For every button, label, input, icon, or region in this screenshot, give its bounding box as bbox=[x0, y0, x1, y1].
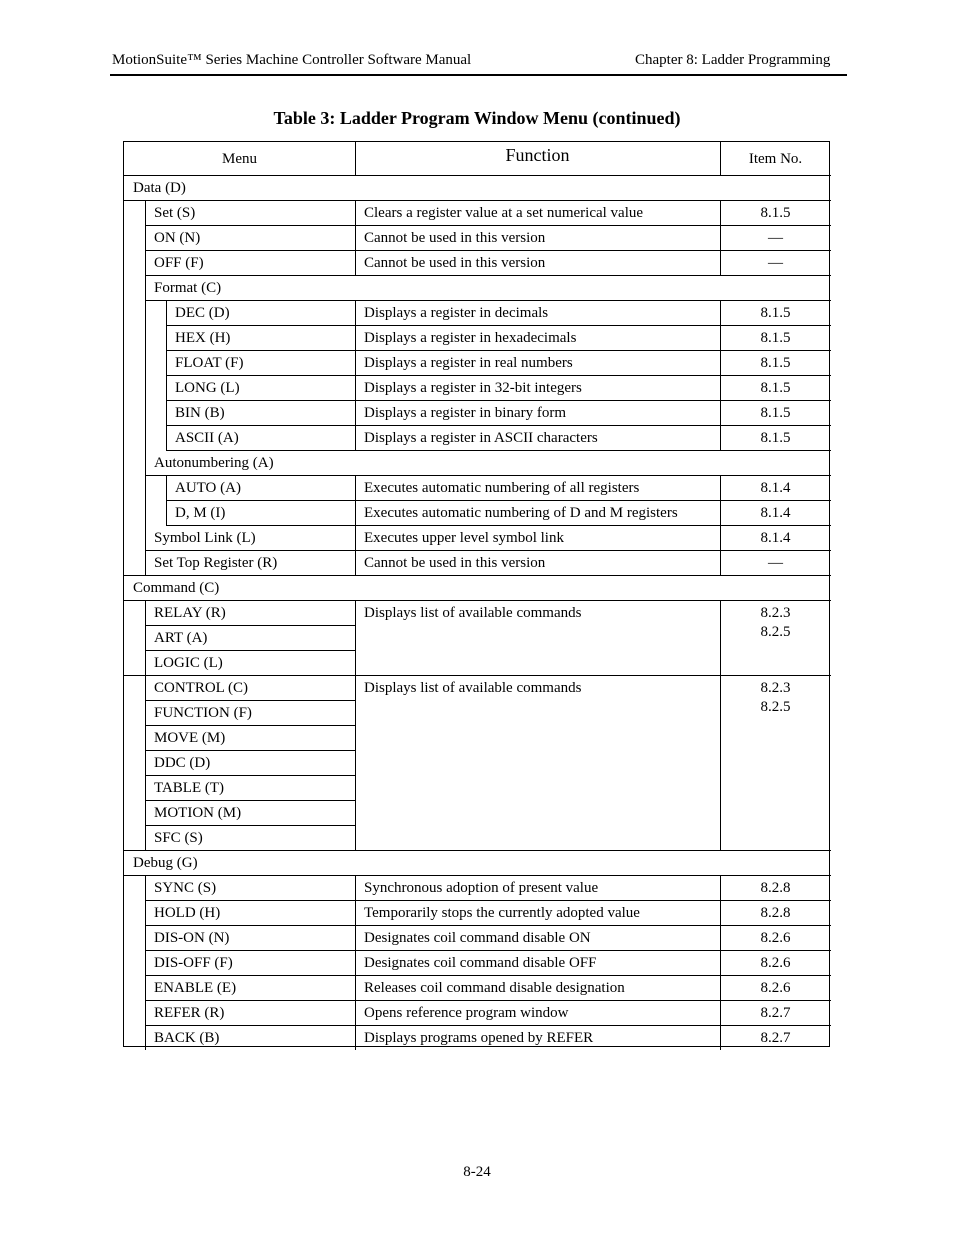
table-row bbox=[166, 325, 831, 326]
table-vline bbox=[355, 200, 356, 225]
item-number: 8.2.8 bbox=[760, 880, 791, 896]
item-number: 8.1.4 bbox=[760, 480, 791, 496]
command-item-label: MOTION (M) bbox=[154, 805, 242, 821]
command-item-label: FUNCTION (F) bbox=[154, 705, 252, 721]
table-vline bbox=[355, 900, 356, 925]
function-text: Displays a register in binary form bbox=[364, 405, 567, 421]
table-vline bbox=[355, 500, 356, 525]
table-vline bbox=[355, 1025, 356, 1050]
menu-item-label: SYNC (S) bbox=[154, 880, 217, 896]
function-text: Executes upper level symbol link bbox=[364, 530, 564, 546]
table-row bbox=[145, 825, 355, 826]
table-vline bbox=[355, 675, 356, 850]
indent-line bbox=[145, 875, 146, 1050]
item-number: 8.2.8 bbox=[760, 905, 791, 921]
table-row bbox=[145, 725, 355, 726]
item-number: 8.2.6 bbox=[760, 980, 791, 996]
table-row bbox=[145, 700, 355, 701]
indent-line bbox=[145, 675, 146, 850]
item-number: 8.1.5 bbox=[760, 305, 791, 321]
table-row bbox=[145, 300, 831, 301]
table-vline bbox=[355, 925, 356, 950]
table-row bbox=[145, 625, 355, 626]
function-text: Displays list of available commands bbox=[364, 680, 582, 696]
item-number: 8.2.3 bbox=[760, 605, 791, 621]
function-text: Cannot be used in this version bbox=[364, 555, 546, 571]
item-number: 8.2.3 bbox=[760, 680, 791, 696]
table-row bbox=[145, 1025, 831, 1026]
item-number: — bbox=[768, 555, 783, 571]
command-item-label: LOGIC (L) bbox=[154, 655, 223, 671]
table-row bbox=[145, 550, 831, 551]
menu-item-label: Set Top Register (R) bbox=[154, 555, 278, 571]
section-row-border bbox=[124, 875, 831, 876]
table-row bbox=[145, 950, 831, 951]
item-number: 8.1.5 bbox=[760, 430, 791, 446]
function-text: Displays programs opened by REFER bbox=[364, 1030, 594, 1046]
function-text: Executes automatic numbering of all registers bbox=[364, 480, 640, 496]
header-rule bbox=[110, 74, 847, 76]
column-header-item-no: Item No. bbox=[748, 151, 803, 167]
table-vline bbox=[355, 525, 356, 550]
function-text: Synchronous adoption of present value bbox=[364, 880, 599, 896]
menu-item-label: D, M (I) bbox=[175, 505, 226, 521]
function-text: Temporarily stops the currently adopted value bbox=[364, 905, 640, 921]
menu-item-label: AUTO (A) bbox=[175, 480, 241, 496]
menu-item-label: DIS-ON (N) bbox=[154, 930, 230, 946]
table-vline bbox=[355, 300, 356, 325]
menu-item-label: HOLD (H) bbox=[154, 905, 221, 921]
table-vline bbox=[355, 550, 356, 575]
table-row bbox=[145, 1000, 831, 1001]
table-row bbox=[145, 225, 831, 226]
command-item-label: SFC (S) bbox=[154, 830, 203, 846]
table-row bbox=[166, 450, 831, 451]
running-header-chapter: Chapter 8: Ladder Programming bbox=[635, 52, 831, 68]
table-row bbox=[145, 650, 355, 651]
table-row bbox=[166, 350, 831, 351]
table-vline bbox=[355, 375, 356, 400]
command-item-label: ART (A) bbox=[154, 630, 208, 646]
menu-item-label: OFF (F) bbox=[154, 255, 204, 271]
table-vline bbox=[355, 400, 356, 425]
table-vline bbox=[355, 225, 356, 250]
indent-line bbox=[166, 300, 167, 450]
item-number: — bbox=[768, 255, 783, 271]
menu-table bbox=[123, 141, 830, 1047]
function-text: Displays list of available commands bbox=[364, 605, 582, 621]
function-text: Designates coil command disable ON bbox=[364, 930, 591, 946]
function-text: Displays a register in decimals bbox=[364, 305, 549, 321]
column-header-menu: Menu bbox=[222, 151, 257, 167]
table-row bbox=[145, 900, 831, 901]
table-row bbox=[145, 975, 831, 976]
section-label-command: Command (C) bbox=[133, 580, 220, 596]
menu-item-label: ENABLE (E) bbox=[154, 980, 237, 996]
item-number: 8.1.4 bbox=[760, 505, 791, 521]
menu-item-label: ON (N) bbox=[154, 230, 201, 246]
item-number: — bbox=[768, 230, 783, 246]
menu-item-label: LONG (L) bbox=[175, 380, 240, 396]
section-row-border bbox=[124, 575, 831, 576]
item-number: 8.1.4 bbox=[760, 530, 791, 546]
table-vline bbox=[355, 975, 356, 1000]
section-row-border bbox=[124, 600, 831, 601]
menu-item-label: Set (S) bbox=[154, 205, 196, 221]
column-header-function: Function bbox=[505, 145, 570, 165]
table-vline bbox=[355, 950, 356, 975]
table-vline bbox=[355, 1000, 356, 1025]
function-text: Displays a register in ASCII characters bbox=[364, 430, 598, 446]
function-text: Releases coil command disable designation bbox=[364, 980, 625, 996]
table-vline bbox=[355, 350, 356, 375]
table-row bbox=[145, 925, 831, 926]
table-row bbox=[166, 500, 831, 501]
command-item-label: DDC (D) bbox=[154, 755, 211, 771]
indent-line bbox=[145, 600, 146, 675]
section-label-data: Data (D) bbox=[133, 180, 186, 196]
table-row bbox=[145, 250, 831, 251]
item-number: 8.2.6 bbox=[760, 930, 791, 946]
menu-item-label: DIS-OFF (F) bbox=[154, 955, 233, 971]
menu-item-label: FLOAT (F) bbox=[175, 355, 244, 371]
table-row bbox=[145, 275, 831, 276]
function-text: Executes automatic numbering of D and M registers bbox=[364, 505, 678, 521]
function-text: Opens reference program window bbox=[364, 1005, 569, 1021]
table-vline bbox=[355, 425, 356, 450]
function-text: Displays a register in real numbers bbox=[364, 355, 573, 371]
function-text: Cannot be used in this version bbox=[364, 255, 546, 271]
table-vline bbox=[355, 875, 356, 900]
section-row-border bbox=[124, 200, 831, 201]
table-row bbox=[166, 525, 831, 526]
table-vline bbox=[355, 600, 356, 675]
indent-line bbox=[145, 200, 146, 575]
item-number: 8.1.5 bbox=[760, 330, 791, 346]
command-item-label: TABLE (T) bbox=[154, 780, 225, 796]
function-text: Displays a register in hexadecimals bbox=[364, 330, 577, 346]
function-text: Designates coil command disable OFF bbox=[364, 955, 597, 971]
table-row bbox=[166, 425, 831, 426]
item-number: 8.1.5 bbox=[760, 380, 791, 396]
table-row bbox=[145, 775, 355, 776]
item-number: 8.1.5 bbox=[760, 405, 791, 421]
item-number: 8.2.5 bbox=[760, 624, 791, 640]
running-header-title: MotionSuite™ Series Machine Controller Software Manual bbox=[112, 52, 472, 68]
function-text: Displays a register in 32-bit integers bbox=[364, 380, 582, 396]
menu-item-label: Format (C) bbox=[154, 280, 222, 296]
function-text: Clears a register value at a set numerical value bbox=[364, 205, 644, 221]
table-title: Table 3: Ladder Program Window Menu (continued) bbox=[273, 108, 681, 128]
command-item-label: RELAY (R) bbox=[154, 605, 226, 621]
page-number: 8-24 bbox=[463, 1164, 491, 1180]
item-number: 8.2.6 bbox=[760, 955, 791, 971]
menu-item-label: BIN (B) bbox=[175, 405, 225, 421]
command-item-label: MOVE (M) bbox=[154, 730, 226, 746]
item-number: 8.2.7 bbox=[760, 1005, 791, 1021]
table-row bbox=[145, 800, 355, 801]
menu-item-label: HEX (H) bbox=[175, 330, 231, 346]
group-border bbox=[124, 850, 831, 851]
command-item-label: CONTROL (C) bbox=[154, 680, 249, 696]
item-number: 8.1.5 bbox=[760, 205, 791, 221]
menu-item-label: DEC (D) bbox=[175, 305, 230, 321]
menu-item-label: ASCII (A) bbox=[175, 430, 239, 446]
table-vline bbox=[355, 325, 356, 350]
item-number: 8.1.5 bbox=[760, 355, 791, 371]
item-number: 8.2.7 bbox=[760, 1030, 791, 1046]
menu-item-label: Symbol Link (L) bbox=[154, 530, 256, 546]
group-border bbox=[124, 675, 831, 676]
menu-item-label: REFER (R) bbox=[154, 1005, 225, 1021]
function-text: Cannot be used in this version bbox=[364, 230, 546, 246]
table-vline bbox=[355, 250, 356, 275]
item-number: 8.2.5 bbox=[760, 699, 791, 715]
header-row-border bbox=[124, 175, 831, 176]
table-row bbox=[145, 750, 355, 751]
menu-item-label: Autonumbering (A) bbox=[154, 455, 274, 471]
menu-item-label: BACK (B) bbox=[154, 1030, 220, 1046]
section-label-debug: Debug (G) bbox=[133, 855, 198, 871]
table-row bbox=[166, 400, 831, 401]
indent-line bbox=[166, 475, 167, 525]
table-row bbox=[145, 475, 831, 476]
table-row bbox=[166, 375, 831, 376]
table-vline bbox=[355, 475, 356, 500]
